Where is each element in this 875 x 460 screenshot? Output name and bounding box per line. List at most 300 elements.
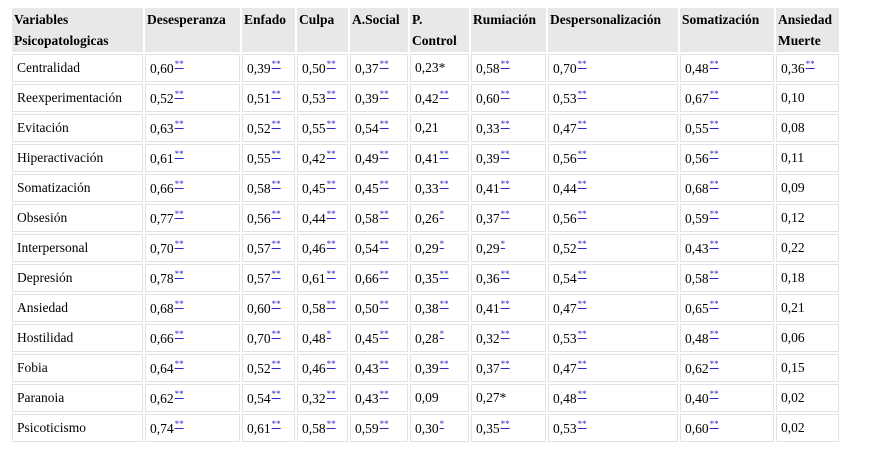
table-cell xyxy=(350,204,408,232)
table-cell xyxy=(410,294,469,322)
row-label: Reexperimentación xyxy=(12,84,143,112)
table-cell xyxy=(145,264,240,292)
table-cell xyxy=(350,234,408,262)
table-cell xyxy=(410,204,469,232)
significance-link[interactable]: ** xyxy=(439,299,449,309)
table-cell xyxy=(350,54,408,82)
table-cell xyxy=(297,294,348,322)
significance-link[interactable]: ** xyxy=(174,179,184,189)
table-header-row xyxy=(12,8,839,52)
cell-value: 0,28 xyxy=(415,331,439,346)
table-cell xyxy=(471,354,546,382)
significance-link[interactable]: ** xyxy=(500,149,510,159)
table-cell xyxy=(242,234,295,262)
cell-value: 0,45 xyxy=(355,331,379,346)
cell-value: 0,66 xyxy=(150,181,174,196)
significance-link[interactable]: ** xyxy=(500,209,510,219)
table-row xyxy=(12,84,839,112)
cell-value: 0,56 xyxy=(685,151,709,166)
table-cell xyxy=(145,174,240,202)
table-row xyxy=(12,354,839,382)
significance-link[interactable]: ** xyxy=(379,329,389,339)
significance-link[interactable]: ** xyxy=(577,419,587,429)
table-cell xyxy=(242,114,295,142)
cell-value: 0,58 xyxy=(247,181,271,196)
column-header-text: Variables xyxy=(14,12,69,27)
cell-value: 0,70 xyxy=(553,61,577,76)
cell-value: 0,65 xyxy=(685,301,709,316)
table-cell xyxy=(471,264,546,292)
table-cell xyxy=(297,204,348,232)
significance-link[interactable]: ** xyxy=(174,239,184,249)
significance-link[interactable]: ** xyxy=(326,239,336,249)
table-cell xyxy=(548,54,678,82)
significance-link[interactable]: * xyxy=(439,209,445,219)
cell-value: 0,59 xyxy=(685,211,709,226)
significance-link[interactable]: ** xyxy=(500,329,510,339)
cell-value: 0,56 xyxy=(553,151,577,166)
table-cell xyxy=(297,174,348,202)
significance-link[interactable]: ** xyxy=(709,419,719,429)
table-cell xyxy=(297,354,348,382)
cell-value: 0,11 xyxy=(781,150,805,165)
table-cell xyxy=(410,234,469,262)
significance-link[interactable]: ** xyxy=(271,209,281,219)
cell-value: 0,50 xyxy=(302,61,326,76)
cell-value: 0,57 xyxy=(247,271,271,286)
table-cell xyxy=(548,114,678,142)
table-cell xyxy=(680,324,774,352)
cell-value: 0,02 xyxy=(781,420,805,435)
significance-link[interactable]: ** xyxy=(500,419,510,429)
significance-link[interactable]: ** xyxy=(271,149,281,159)
significance-link[interactable]: ** xyxy=(379,419,389,429)
significance-link[interactable]: ** xyxy=(439,89,449,99)
table-cell xyxy=(350,114,408,142)
table-cell xyxy=(680,84,774,112)
table-cell xyxy=(471,114,546,142)
significance-link[interactable]: * xyxy=(500,239,506,249)
cell-value: 0,40 xyxy=(685,391,709,406)
significance-link[interactable]: ** xyxy=(326,389,336,399)
cell-value: 0,62 xyxy=(685,361,709,376)
cell-value: 0,08 xyxy=(781,120,805,135)
table-cell xyxy=(410,54,469,82)
significance-link[interactable]: ** xyxy=(500,269,510,279)
cell-value: 0,45 xyxy=(355,181,379,196)
cell-value: 0,09 xyxy=(781,180,805,195)
cell-value: 0,36 xyxy=(781,61,805,76)
table-cell xyxy=(471,204,546,232)
table-cell xyxy=(242,354,295,382)
cell-value: 0,74 xyxy=(150,421,174,436)
significance-link[interactable]: ** xyxy=(709,359,719,369)
significance-link[interactable]: ** xyxy=(500,59,510,69)
significance-link[interactable]: ** xyxy=(577,59,587,69)
significance-link[interactable]: * xyxy=(326,329,332,339)
row-label: Evitación xyxy=(12,114,143,142)
table-cell xyxy=(548,264,678,292)
significance-link[interactable]: ** xyxy=(326,59,336,69)
table-cell xyxy=(350,384,408,412)
cell-value: 0,55 xyxy=(247,151,271,166)
cell-value: 0,54 xyxy=(247,391,271,406)
cell-value: 0,43 xyxy=(355,361,379,376)
cell-value: 0,44 xyxy=(553,181,577,196)
significance-link[interactable]: ** xyxy=(174,329,184,339)
significance-link[interactable]: ** xyxy=(271,239,281,249)
table-cell xyxy=(145,114,240,142)
column-header-text: P. xyxy=(412,12,423,27)
significance-link[interactable]: ** xyxy=(439,179,449,189)
cell-value: 0,52 xyxy=(247,121,271,136)
significance-link[interactable]: ** xyxy=(174,269,184,279)
cell-value: 0,52 xyxy=(553,241,577,256)
significance-link[interactable]: ** xyxy=(326,179,336,189)
significance-link[interactable]: ** xyxy=(174,149,184,159)
cell-value: 0,53 xyxy=(553,421,577,436)
table-cell xyxy=(297,264,348,292)
table-row xyxy=(12,114,839,142)
table-cell xyxy=(297,144,348,172)
cell-value: 0,38 xyxy=(415,301,439,316)
significance-link[interactable]: ** xyxy=(439,269,449,279)
significance-link[interactable]: ** xyxy=(379,119,389,129)
significance-link[interactable]: ** xyxy=(439,359,449,369)
cell-value: 0,43 xyxy=(355,391,379,406)
significance-link[interactable]: ** xyxy=(326,299,336,309)
cell-value: 0,58 xyxy=(302,301,326,316)
significance-link[interactable]: ** xyxy=(379,389,389,399)
table-cell xyxy=(776,174,839,202)
significance-link[interactable]: ** xyxy=(174,119,184,129)
cell-value: 0,09 xyxy=(415,390,439,405)
table-cell xyxy=(776,354,839,382)
significance-link[interactable]: ** xyxy=(379,149,389,159)
table-cell xyxy=(471,174,546,202)
cell-value: 0,48 xyxy=(685,331,709,346)
significance-link[interactable]: ** xyxy=(271,299,281,309)
table-cell xyxy=(242,84,295,112)
cell-value: 0,57 xyxy=(247,241,271,256)
row-label: Fobia xyxy=(12,354,143,382)
cell-value: 0,54 xyxy=(355,241,379,256)
table-cell xyxy=(297,414,348,442)
column-header-text: Psicopatologicas xyxy=(14,33,109,48)
significance-link[interactable]: ** xyxy=(379,359,389,369)
table-cell xyxy=(350,84,408,112)
table-cell xyxy=(350,144,408,172)
table-cell xyxy=(776,294,839,322)
table-row xyxy=(12,264,839,292)
cell-value: 0,62 xyxy=(150,391,174,406)
table-cell xyxy=(350,414,408,442)
table-cell xyxy=(350,294,408,322)
cell-value: 0,68 xyxy=(685,181,709,196)
significance-link[interactable]: ** xyxy=(439,149,449,159)
significance-link[interactable]: ** xyxy=(577,359,587,369)
cell-value: 0,41 xyxy=(476,301,500,316)
table-cell xyxy=(680,414,774,442)
significance-link[interactable]: ** xyxy=(709,389,719,399)
cell-value: 0,58 xyxy=(685,271,709,286)
table-cell xyxy=(548,204,678,232)
cell-value: 0,59 xyxy=(355,421,379,436)
significance-link[interactable]: ** xyxy=(709,329,719,339)
cell-value: 0,18 xyxy=(781,270,805,285)
column-header-text: Control xyxy=(412,33,457,48)
significance-link[interactable]: ** xyxy=(709,209,719,219)
cell-value: 0,46 xyxy=(302,241,326,256)
table-cell xyxy=(548,84,678,112)
cell-value: 0,29 xyxy=(476,241,500,256)
cell-value: 0,58 xyxy=(476,61,500,76)
cell-value: 0,44 xyxy=(302,211,326,226)
table-cell xyxy=(410,354,469,382)
table-row xyxy=(12,294,839,322)
table-cell xyxy=(242,174,295,202)
significance-link[interactable]: ** xyxy=(577,119,587,129)
table-cell xyxy=(548,174,678,202)
significance-link[interactable]: ** xyxy=(271,359,281,369)
table-cell xyxy=(410,414,469,442)
table-cell xyxy=(548,234,678,262)
table-cell xyxy=(242,384,295,412)
table-cell xyxy=(145,294,240,322)
cell-value: 0,60 xyxy=(476,91,500,106)
table-cell xyxy=(776,384,839,412)
cell-value: 0,42 xyxy=(415,91,439,106)
significance-link[interactable]: ** xyxy=(500,359,510,369)
significance-link[interactable]: ** xyxy=(577,329,587,339)
table-cell xyxy=(548,144,678,172)
table-cell xyxy=(145,204,240,232)
row-label: Paranoia xyxy=(12,384,143,412)
row-label: Ansiedad xyxy=(12,294,143,322)
table-cell xyxy=(471,144,546,172)
significance-link[interactable]: * xyxy=(439,329,445,339)
table-row xyxy=(12,54,839,82)
column-header xyxy=(548,8,678,52)
cell-value: 0,70 xyxy=(247,331,271,346)
correlation-table xyxy=(10,6,841,444)
significance-link[interactable]: ** xyxy=(577,239,587,249)
row-label: Interpersonal xyxy=(12,234,143,262)
table-row xyxy=(12,144,839,172)
significance-link[interactable]: * xyxy=(439,419,445,429)
significance-link[interactable]: ** xyxy=(174,89,184,99)
cell-value: 0,60 xyxy=(685,421,709,436)
significance-link[interactable]: ** xyxy=(709,269,719,279)
table-cell xyxy=(242,414,295,442)
cell-value: 0,35 xyxy=(476,421,500,436)
row-label: Psicoticismo xyxy=(12,414,143,442)
table-cell xyxy=(471,84,546,112)
table-row xyxy=(12,324,839,352)
table-row xyxy=(12,234,839,262)
cell-value: 0,10 xyxy=(781,90,805,105)
table-cell xyxy=(145,414,240,442)
column-header-text: Rumiación xyxy=(473,12,537,27)
significance-link[interactable]: ** xyxy=(577,179,587,189)
cell-value: 0,54 xyxy=(355,121,379,136)
significance-link[interactable]: ** xyxy=(500,299,510,309)
significance-link[interactable]: ** xyxy=(271,119,281,129)
cell-value: 0,46 xyxy=(302,361,326,376)
table-cell xyxy=(471,324,546,352)
table-cell xyxy=(776,84,839,112)
table-cell xyxy=(680,114,774,142)
table-cell xyxy=(471,294,546,322)
table-cell xyxy=(776,204,839,232)
column-header xyxy=(350,8,408,52)
table-cell xyxy=(548,414,678,442)
significance-link[interactable]: ** xyxy=(709,89,719,99)
table-cell xyxy=(680,354,774,382)
cell-value: 0,15 xyxy=(781,360,805,375)
significance-link[interactable]: ** xyxy=(379,89,389,99)
cell-value: 0,06 xyxy=(781,330,805,345)
row-label: Depresión xyxy=(12,264,143,292)
significance-link[interactable]: ** xyxy=(709,179,719,189)
significance-link[interactable]: ** xyxy=(174,59,184,69)
table-cell xyxy=(680,294,774,322)
column-header xyxy=(145,8,240,52)
significance-link[interactable]: ** xyxy=(709,59,719,69)
cell-value: 0,68 xyxy=(150,301,174,316)
table-cell xyxy=(350,174,408,202)
significance-link[interactable]: ** xyxy=(577,89,587,99)
significance-link[interactable]: ** xyxy=(326,419,336,429)
table-cell xyxy=(680,234,774,262)
significance-link[interactable]: ** xyxy=(326,359,336,369)
row-label: Hiperactivación xyxy=(12,144,143,172)
significance-link[interactable]: ** xyxy=(174,389,184,399)
column-header-text: Somatización xyxy=(682,12,760,27)
cell-value: 0,36 xyxy=(476,271,500,286)
significance-link[interactable]: ** xyxy=(326,269,336,279)
significance-link[interactable]: ** xyxy=(271,269,281,279)
table-cell xyxy=(410,114,469,142)
cell-value: 0,53 xyxy=(553,331,577,346)
cell-value: 0,32 xyxy=(476,331,500,346)
table-cell xyxy=(776,324,839,352)
cell-value: 0,33 xyxy=(415,181,439,196)
significance-link[interactable]: ** xyxy=(271,179,281,189)
cell-value: 0,43 xyxy=(685,241,709,256)
significance-link[interactable]: ** xyxy=(379,179,389,189)
table-cell xyxy=(297,114,348,142)
cell-value: 0,56 xyxy=(247,211,271,226)
significance-link[interactable]: ** xyxy=(379,299,389,309)
cell-value: 0,61 xyxy=(150,151,174,166)
row-label: Somatización xyxy=(12,174,143,202)
significance-link[interactable]: ** xyxy=(379,239,389,249)
significance-link[interactable]: ** xyxy=(577,299,587,309)
column-header xyxy=(471,8,546,52)
significance-link[interactable]: ** xyxy=(174,299,184,309)
table-cell xyxy=(410,324,469,352)
significance-link[interactable]: ** xyxy=(709,239,719,249)
significance-link[interactable]: ** xyxy=(379,59,389,69)
significance-link[interactable]: ** xyxy=(326,119,336,129)
column-header-text: Desesperanza xyxy=(147,12,226,27)
significance-link[interactable]: ** xyxy=(271,389,281,399)
table-cell xyxy=(680,204,774,232)
significance-link[interactable]: ** xyxy=(500,89,510,99)
significance-link[interactable]: ** xyxy=(174,209,184,219)
significance-link[interactable]: ** xyxy=(500,179,510,189)
significance-link[interactable]: ** xyxy=(326,89,336,99)
significance-link[interactable]: ** xyxy=(271,419,281,429)
cell-value: 0,47 xyxy=(553,301,577,316)
table-body xyxy=(12,54,839,442)
significance-link[interactable]: ** xyxy=(577,149,587,159)
significance-link[interactable]: ** xyxy=(709,149,719,159)
cell-value: 0,60 xyxy=(247,301,271,316)
cell-value: 0,48 xyxy=(553,391,577,406)
cell-value: 0,55 xyxy=(685,121,709,136)
cell-value: 0,67 xyxy=(685,91,709,106)
cell-value: 0,78 xyxy=(150,271,174,286)
table-cell xyxy=(242,204,295,232)
significance-link[interactable]: ** xyxy=(326,209,336,219)
significance-link[interactable]: ** xyxy=(271,329,281,339)
cell-value: 0,63 xyxy=(150,121,174,136)
column-header-text: Ansiedad xyxy=(778,12,833,27)
cell-value: 0,64 xyxy=(150,361,174,376)
significance-link[interactable]: ** xyxy=(500,119,510,129)
cell-value: 0,39 xyxy=(247,61,271,76)
significance-link[interactable]: ** xyxy=(174,419,184,429)
cell-value: 0,61 xyxy=(302,271,326,286)
table-cell xyxy=(145,384,240,412)
significance-link[interactable]: ** xyxy=(271,59,281,69)
table-cell xyxy=(776,414,839,442)
significance-link[interactable]: ** xyxy=(577,389,587,399)
cell-value: 0,77 xyxy=(150,211,174,226)
cell-value: 0,23* xyxy=(415,60,446,75)
significance-link[interactable]: ** xyxy=(709,119,719,129)
cell-value: 0,51 xyxy=(247,91,271,106)
cell-value: 0,37 xyxy=(476,361,500,376)
table-cell xyxy=(410,384,469,412)
column-header xyxy=(297,8,348,52)
significance-link[interactable]: ** xyxy=(709,299,719,309)
significance-link[interactable]: ** xyxy=(577,209,587,219)
significance-link[interactable]: ** xyxy=(174,359,184,369)
table-cell xyxy=(776,264,839,292)
significance-link[interactable]: * xyxy=(439,239,445,249)
table-cell xyxy=(297,384,348,412)
significance-link[interactable]: ** xyxy=(379,269,389,279)
table-cell xyxy=(776,234,839,262)
column-header xyxy=(680,8,774,52)
cell-value: 0,22 xyxy=(781,240,805,255)
cell-value: 0,30 xyxy=(415,421,439,436)
table-row xyxy=(12,414,839,442)
significance-link[interactable]: ** xyxy=(326,149,336,159)
table-cell xyxy=(548,354,678,382)
row-label: Hostilidad xyxy=(12,324,143,352)
significance-link[interactable]: ** xyxy=(271,89,281,99)
significance-link[interactable]: ** xyxy=(805,59,815,69)
cell-value: 0,37 xyxy=(355,61,379,76)
cell-value: 0,52 xyxy=(150,91,174,106)
significance-link[interactable]: ** xyxy=(577,269,587,279)
significance-link[interactable]: ** xyxy=(379,209,389,219)
cell-value: 0,52 xyxy=(247,361,271,376)
